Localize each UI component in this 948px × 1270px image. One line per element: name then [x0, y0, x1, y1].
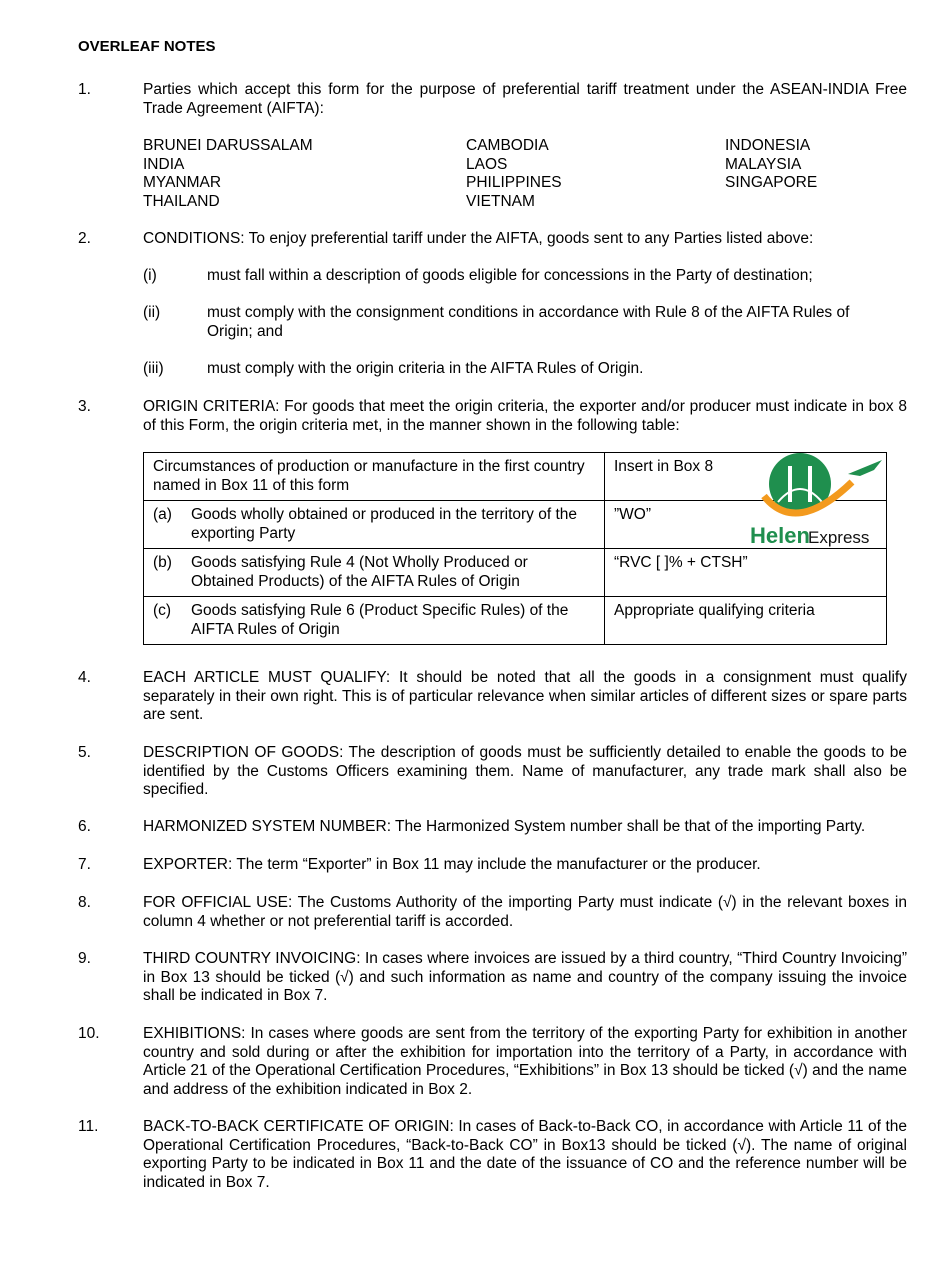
table-header-cell: Insert in Box 8 — [605, 453, 887, 501]
condition-label: (iii) — [143, 360, 164, 377]
condition-text: must fall within a description of goods eligible for concessions in the Party of destination; — [207, 267, 813, 284]
table-row — [144, 597, 887, 645]
country-item: BRUNEI DARUSSALAM — [143, 137, 313, 154]
note-5-text: DESCRIPTION OF GOODS: The description of goods must be sufficiently detailed to enable the goods to be identified by the Customs Officers examining them. Name of manufacturer, any trade mark shall also be specified. — [143, 744, 907, 798]
country-item: VIETNAM — [466, 192, 535, 210]
row-label: (b) — [153, 554, 172, 571]
note-11-text: BACK-TO-BACK CERTIFICATE OF ORIGIN: In cases of Back-to-Back CO, in accordance with Article 11 of the Operational Certification Procedures, “Back-to-Back CO” in Box13 should be ticked (√). The name of original exporting Party to be indicated in Box 11 and the date of the issuance of CO and the reference number will be indicated in Box 7. — [143, 1118, 907, 1191]
note-8-number: 8. — [78, 894, 91, 911]
note-6-text: HARMONIZED SYSTEM NUMBER: The Harmonized System number shall be that of the importing Party. — [143, 818, 866, 835]
helen-express-logo — [748, 446, 884, 550]
note-1-number: 1. — [78, 81, 91, 98]
airplane-icon — [848, 460, 882, 476]
row-text: Goods wholly obtained or produced in the territory of the exporting Party — [191, 506, 578, 542]
country-item: CAMBODIA — [466, 137, 549, 154]
note-9-text: THIRD COUNTRY INVOICING: In cases where invoices are issued by a third country, “Third Country Invoicing” in Box 13 should be ticked (√) and such information as name and country of the company issuing the invoice shall be indicated in Box 7. — [143, 950, 907, 1004]
note-4-number: 4. — [78, 669, 91, 686]
note-8-text: FOR OFFICIAL USE: The Customs Authority of the importing Party must indicate (√) in the relevant boxes in column 4 whether or not preferential tariff is accorded. — [143, 894, 907, 930]
table-row — [144, 549, 887, 597]
row-value: “RVC [ ]% + CTSH” — [605, 549, 887, 597]
country-column-1 — [143, 137, 313, 211]
svg-text:Helen: Helen — [750, 523, 810, 548]
condition-text: must comply with the origin criteria in the AIFTA Rules of Origin. — [207, 360, 644, 377]
note-3-number: 3. — [78, 398, 91, 415]
country-item: PHILIPPINES — [466, 174, 562, 191]
condition-text: must comply with the consignment conditions in accordance with Rule 8 of the AIFTA Rules of Origin; and — [207, 304, 850, 340]
page-title: OVERLEAF NOTES — [78, 38, 216, 55]
country-column-3 — [725, 137, 817, 193]
country-column-2 — [466, 137, 562, 211]
condition-label: (i) — [143, 267, 157, 284]
country-item: MALAYSIA — [725, 155, 802, 173]
country-item: THAILAND — [143, 192, 220, 210]
condition-label: (ii) — [143, 304, 161, 321]
note-10-number: 10. — [78, 1025, 100, 1042]
country-item: MYANMAR — [143, 174, 222, 191]
svg-text:Express: Express — [808, 528, 870, 547]
note-2-number: 2. — [78, 230, 91, 247]
row-label: (c) — [153, 602, 172, 619]
note-9-number: 9. — [78, 950, 91, 967]
row-text: Goods satisfying Rule 6 (Product Specific Rules) of the AIFTA Rules of Origin — [191, 602, 569, 638]
country-item: INDIA — [143, 155, 185, 173]
note-7-number: 7. — [78, 856, 91, 873]
country-item: INDONESIA — [725, 137, 811, 154]
note-10-text: EXHIBITIONS: In cases where goods are sent from the territory of the exporting Party for exhibition in another country and sold during or after the exhibition for importation into the territory of a Party, in accordance with Article 21 of the Operational Certification Procedures, “Exhibitions” in Box 13 should be ticked (√) and the name and address of the exhibition indicated in Box 2. — [143, 1025, 907, 1098]
row-text: Goods satisfying Rule 4 (Not Wholly Produced or Obtained Products) of the AIFTA Rules of Origin — [191, 554, 528, 590]
note-6-number: 6. — [78, 818, 91, 835]
note-5-number: 5. — [78, 744, 91, 761]
country-item: SINGAPORE — [725, 174, 818, 191]
note-11-number: 11. — [78, 1118, 99, 1135]
note-1-text: Parties which accept this form for the purpose of preferential tariff treatment under the ASEAN-INDIA Free Trade Agreement (AIFTA): — [143, 81, 907, 117]
table-header-cell: Circumstances of production or manufacture in the first country named in Box 11 of this form — [144, 453, 605, 501]
row-value: ”WO” — [605, 501, 887, 549]
row-label: (a) — [153, 506, 172, 523]
note-4-text: EACH ARTICLE MUST QUALIFY: It should be noted that all the goods in a consignment must qualify separately in their own right. This is of particular relevance when similar articles of different sizes or spare parts are sent. — [143, 669, 907, 723]
country-item: LAOS — [466, 155, 508, 173]
row-value: Appropriate qualifying criteria — [605, 597, 887, 645]
note-7-text: EXPORTER: The term “Exporter” in Box 11 may include the manufacturer or the producer. — [143, 856, 761, 873]
note-2-text: CONDITIONS: To enjoy preferential tariff under the AIFTA, goods sent to any Parties listed above: — [143, 230, 814, 247]
note-3-text: ORIGIN CRITERIA: For goods that meet the origin criteria, the exporter and/or producer must indicate in box 8 of this Form, the origin criteria met, in the manner shown in the following table: — [143, 398, 907, 434]
